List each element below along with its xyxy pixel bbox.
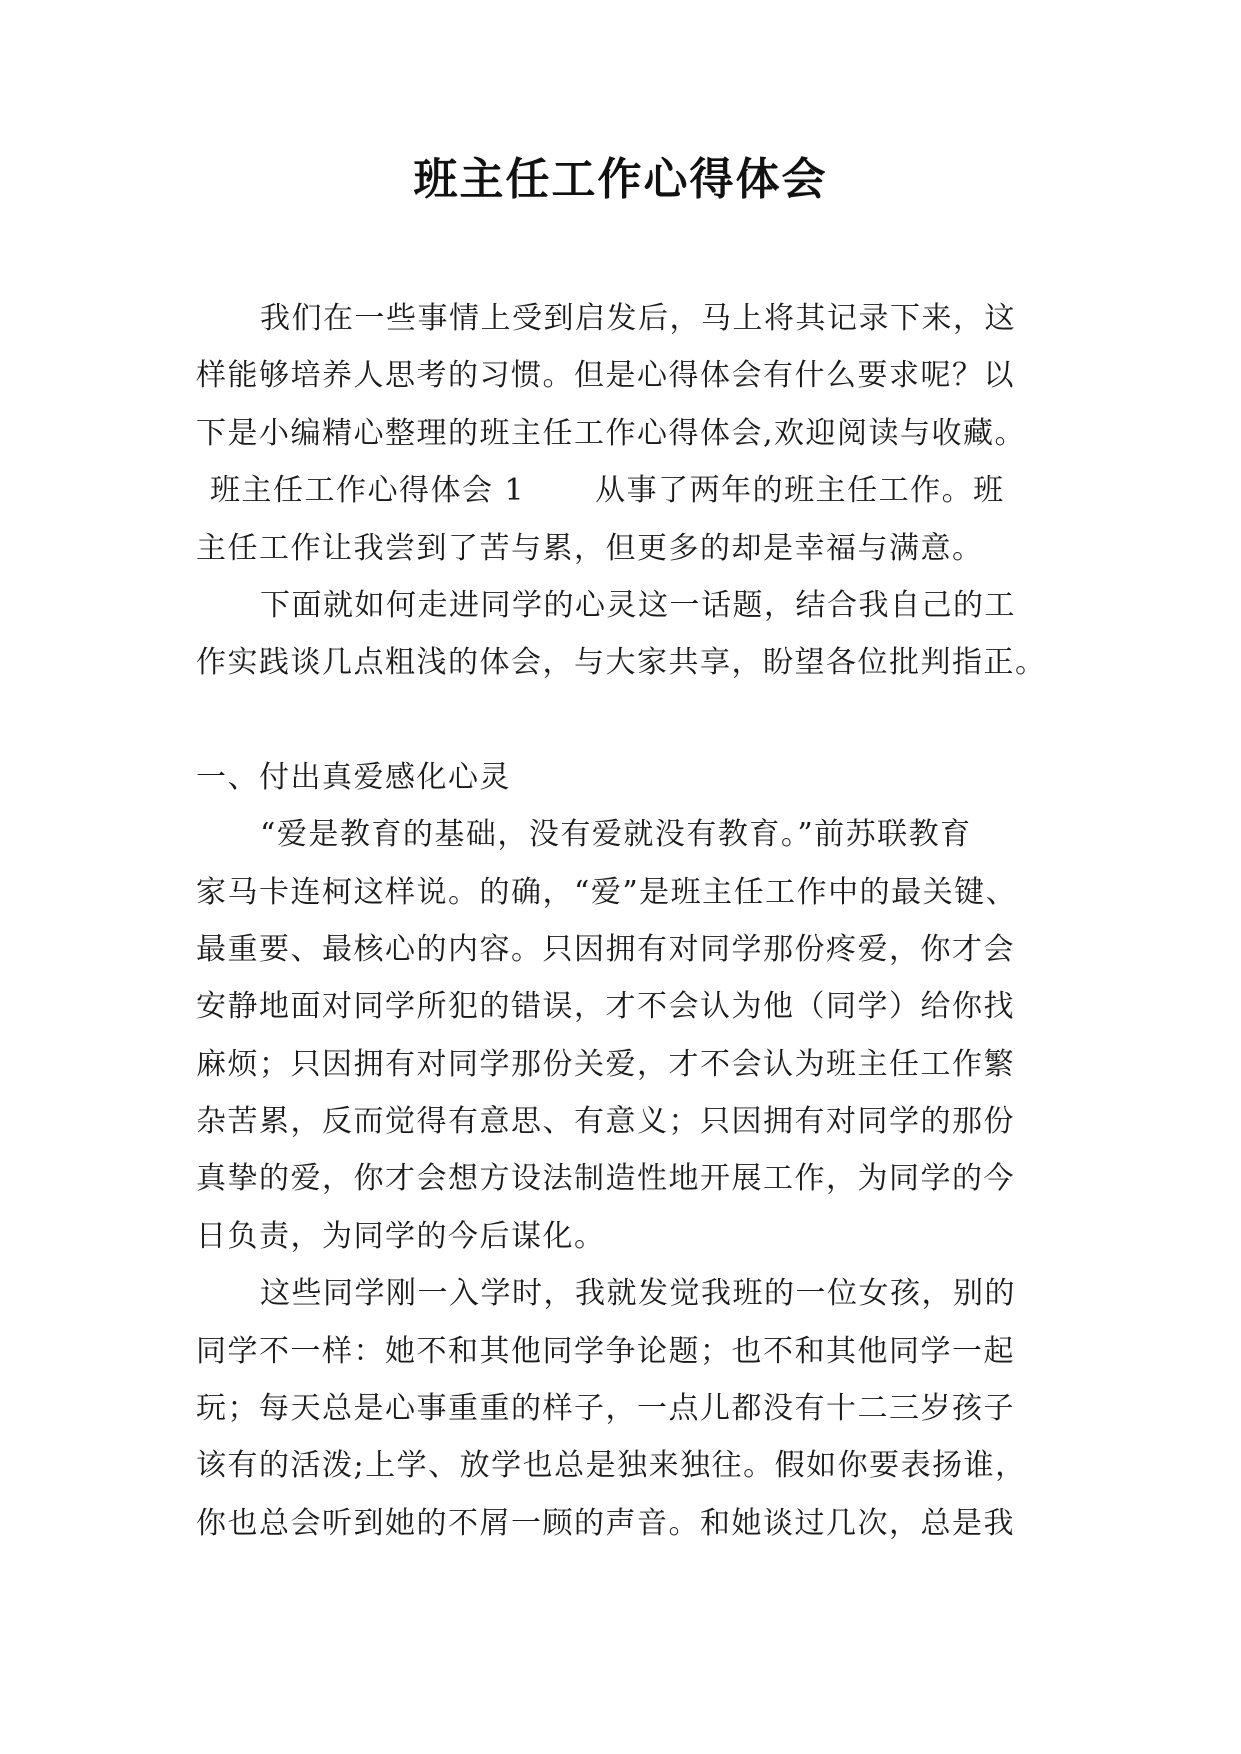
paragraph-line: 最重要、最核心的内容。只因拥有对同学那份疼爱，你才会 (196, 931, 1015, 967)
paragraph-line: 你也总会听到她的不屑一顾的声音。和她谈过几次，总是我 (196, 1505, 1015, 1541)
document-title: 班主任工作心得体会 (413, 154, 828, 205)
paragraph-line: 下是小编精心整理的班主任工作心得体会,欢迎阅读与收藏。 (196, 415, 1027, 451)
document-body (196, 290, 1076, 1552)
paragraph-line: “爱是教育的基础，没有爱就没有教育。”前苏联教育 (260, 817, 972, 853)
paragraph-line: 安静地面对同学所犯的错误，才不会认为他（同学）给你找 (196, 989, 1015, 1025)
paragraph-line: 真挚的爱，你才会想方设法制造性地开展工作，为同学的今 (196, 1161, 1015, 1197)
paragraph-line: 杂苦累，反而觉得有意思、有意义；只因拥有对同学的那份 (196, 1104, 1015, 1140)
section-heading-line (196, 462, 1076, 519)
paragraph-line: 我们在一些事情上受到启发后，马上将其记录下来，这 (260, 301, 1016, 336)
section-first-text: 从事了两年的班主任工作。班 (595, 473, 1005, 509)
paragraph-line: 主任工作让我尝到了苦与累，但更多的却是幸福与满意。 (196, 530, 984, 566)
subheading: 一、付出真爱感化心灵 (196, 759, 511, 795)
paragraph-line: 这些同学刚一入学时，我就发觉我班的一位女孩，别的 (260, 1276, 1016, 1312)
paragraph-line: 该有的活泼;上学、放学也总是独来独往。假如你要表扬谁， (196, 1448, 1027, 1484)
paragraph-line: 麻烦；只因拥有对同学那份关爱，才不会认为班主任工作繁 (196, 1046, 1015, 1082)
paragraph-line: 家马卡连柯这样说。的确，“爱”是班主任工作中的最关键、 (196, 874, 1018, 910)
section-heading: 班主任工作心得体会 1 (210, 473, 526, 509)
paragraph-line: 同学不一样：她不和其他同学争论题；也不和其他同学一起 (196, 1333, 1015, 1369)
paragraph-line: 下面就如何走进同学的心灵这一话题，结合我自己的工 (260, 587, 1016, 623)
paragraph-line: 日负责，为同学的今后谋化。 (196, 1218, 606, 1254)
paragraph-line: 玩；每天总是心事重重的样子，一点儿都没有十二三岁孩子 (196, 1391, 1015, 1427)
paragraph-line: 作实践谈几点粗浅的体会，与大家共享，盼望各位批判指正。 (196, 645, 1047, 681)
paragraph-line: 样能够培养人思考的习惯。但是心得体会有什么要求呢？以 (196, 358, 1015, 394)
blank-line (196, 692, 1076, 749)
